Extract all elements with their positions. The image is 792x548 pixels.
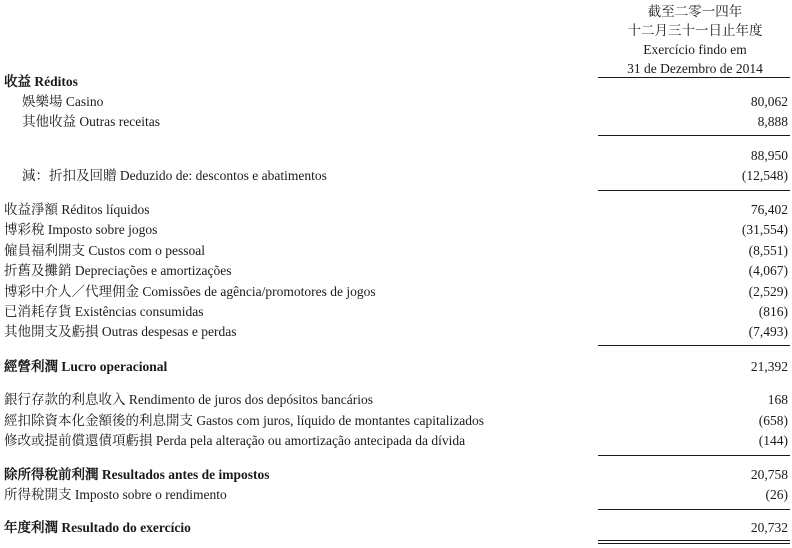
row-label: 經扣除資本化金額後的利息開支 Gastos com juros, líquido de montantes capitalizados — [4, 413, 484, 428]
row-value: 20,758 — [750, 467, 788, 482]
row-label: 銀行存款的利息收入 Rendimento de juros dos depósitos bancários — [4, 392, 373, 407]
row-label: 僱員福利開支 Custos com o pessoal — [4, 243, 205, 258]
table-row — [0, 322, 792, 342]
table-row — [0, 112, 792, 132]
table-row — [0, 241, 792, 261]
row-value: (658) — [758, 413, 788, 428]
row-value: (816) — [758, 304, 788, 319]
table-row — [0, 72, 792, 92]
table-row — [0, 92, 792, 112]
table-row — [0, 200, 792, 220]
row-label: 收益淨額 Réditos líquidos — [4, 202, 150, 217]
row-value: 76,402 — [750, 202, 788, 217]
row-value: (8,551) — [748, 243, 788, 258]
table-row — [0, 357, 792, 377]
row-value: 88,950 — [750, 148, 788, 163]
row-label: 修改或提前償還債項虧損 Perda pela alteração ou amortização antecipada da dívida — [4, 433, 466, 448]
row-value: 168 — [767, 392, 788, 407]
row-label: 減：折扣及回贈 Deduzido de: descontos e abatimentos — [22, 168, 327, 183]
row-value: 80,062 — [750, 94, 788, 109]
row-label: 所得稅開支 Imposto sobre o rendimento — [4, 487, 227, 502]
row-value: 21,392 — [750, 359, 788, 374]
row-value: (4,067) — [748, 263, 788, 278]
row-label: 其他開支及虧損 Outras despesas e perdas — [4, 324, 237, 339]
table-row — [0, 411, 792, 431]
row-label: 娛樂場 Casino — [22, 94, 104, 109]
row-value: (26) — [765, 487, 788, 502]
row-label: 博彩中介人／代理佣金 Comissões de agência/promotores de jogos — [4, 284, 376, 299]
total-double-rule-top — [598, 540, 790, 541]
row-value: (31,554) — [741, 222, 788, 237]
header-line-4: 31 de Dezembro de 2014 — [627, 61, 763, 76]
header-line-1: 截至二零一四年 — [647, 4, 743, 19]
subtotal-rule — [598, 135, 790, 136]
table-row — [0, 485, 792, 505]
row-label: 折舊及攤銷 Depreciações e amortizações — [4, 263, 232, 278]
table-row — [0, 302, 792, 322]
table-row — [0, 518, 792, 538]
subtotal-rule — [598, 509, 790, 510]
row-value: (7,493) — [748, 324, 788, 339]
row-label: 年度利潤 Resultado do exercício — [4, 520, 191, 535]
row-label: 收益 Réditos — [4, 74, 78, 89]
total-double-rule-bottom — [598, 543, 790, 544]
row-label: 其他收益 Outras receitas — [22, 114, 160, 129]
table-row — [0, 261, 792, 281]
table-row — [0, 390, 792, 410]
row-value: (2,529) — [748, 284, 788, 299]
row-value: 20,732 — [750, 520, 788, 535]
subtotal-rule — [598, 345, 790, 346]
subtotal-rule — [598, 190, 790, 191]
row-label: 經營利潤 Lucro operacional — [4, 359, 168, 374]
table-row — [0, 166, 792, 186]
row-label: 已消耗存貨 Existências consumidas — [4, 304, 204, 319]
row-label: 除所得稅前利潤 Resultados antes de impostos — [4, 467, 270, 482]
row-value: (144) — [758, 433, 788, 448]
row-label: 博彩稅 Imposto sobre jogos — [4, 222, 158, 237]
row-value: 8,888 — [757, 114, 788, 129]
table-row — [0, 465, 792, 485]
subtotal-rule — [598, 455, 790, 456]
table-row — [0, 146, 792, 166]
row-value: (12,548) — [741, 168, 788, 183]
table-row — [0, 431, 792, 451]
table-row — [0, 282, 792, 302]
header-line-3: Exercício findo em — [643, 42, 747, 57]
header-line-2: 十二月三十一日止年度 — [627, 23, 763, 38]
table-row — [0, 220, 792, 240]
